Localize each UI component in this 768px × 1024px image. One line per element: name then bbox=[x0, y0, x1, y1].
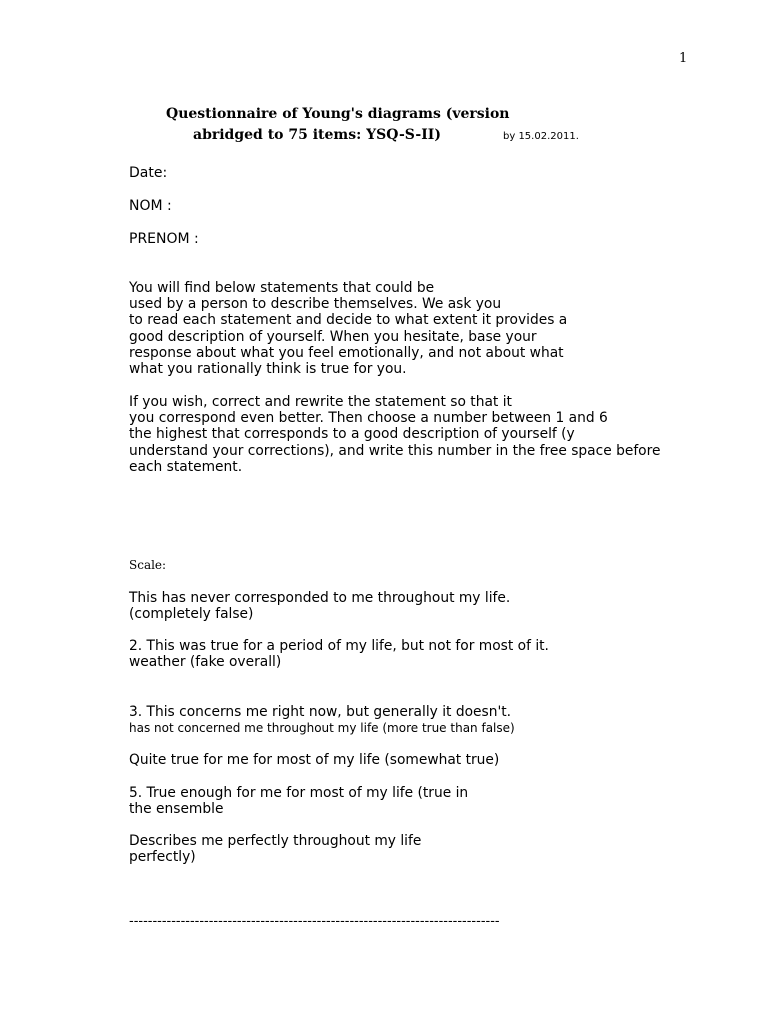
scale-item-subtext: (completely false) bbox=[129, 606, 254, 623]
intro-line: response about what you feel emotionally, and not about what bbox=[129, 344, 564, 361]
document-title-line-1: Questionnaire of Young's diagrams (version bbox=[166, 106, 510, 122]
prenom-field-label: PRENOM : bbox=[129, 231, 199, 247]
document-title-line-2: abridged to 75 items: YSQ-S-II) bbox=[193, 127, 441, 143]
nom-field-label: NOM : bbox=[129, 198, 172, 214]
scale-item-text: 5. True enough for me for most of my life (true in bbox=[129, 785, 469, 801]
scale-item-5 bbox=[129, 785, 468, 817]
scale-item-2 bbox=[129, 638, 549, 670]
intro-line: You will find below statements that could be bbox=[129, 280, 435, 296]
intro-line: used by a person to describe themselves. We ask you bbox=[129, 296, 502, 313]
intro-line: what you rationally think is true for you. bbox=[129, 361, 407, 378]
scale-heading: Scale: bbox=[129, 558, 167, 572]
scale-item-text: 2. This was true for a period of my life, but not for most of it. bbox=[129, 638, 549, 654]
instructions-paragraph bbox=[129, 394, 660, 475]
intro-line: good description of yourself. When you hesitate, base your bbox=[129, 328, 537, 345]
section-separator: ------------------------------------------------------------------------------- bbox=[129, 914, 500, 929]
scale-item-subtext: perfectly) bbox=[129, 849, 196, 866]
scale-item-subtext: has not concerned me throughout my life (more true than false) bbox=[129, 721, 515, 736]
instruction-line: you correspond even better. Then choose a number between 1 and 6 bbox=[129, 410, 608, 427]
instruction-line: each statement. bbox=[129, 458, 243, 475]
scale-item-subtext: weather (fake overall) bbox=[129, 654, 282, 671]
date-field-label: Date: bbox=[129, 165, 168, 181]
page-number: 1 bbox=[679, 51, 688, 66]
scale-item-1 bbox=[129, 590, 510, 622]
scale-item-3 bbox=[129, 704, 515, 736]
scale-item-text: Quite true for me for most of my life (somewhat true) bbox=[129, 752, 500, 768]
scale-item-subtext: the ensemble bbox=[129, 801, 224, 818]
scale-item-text: This has never corresponded to me throughout my life. bbox=[129, 590, 511, 606]
instruction-line: the highest that corresponds to a good description of yourself (y bbox=[129, 426, 575, 443]
scale-item-text: 3. This concerns me right now, but generally it doesn't. bbox=[129, 704, 512, 720]
instruction-line: understand your corrections), and write this number in the free space before bbox=[129, 442, 661, 459]
scale-item-text: Describes me perfectly throughout my life bbox=[129, 833, 422, 849]
version-date-note: by 15.02.2011. bbox=[503, 131, 579, 142]
scale-item-6 bbox=[129, 833, 421, 865]
intro-paragraph bbox=[129, 280, 567, 377]
instruction-line: If you wish, correct and rewrite the statement so that it bbox=[129, 394, 512, 410]
scale-item-4 bbox=[129, 752, 499, 768]
intro-line: to read each statement and decide to what extent it provides a bbox=[129, 312, 568, 329]
